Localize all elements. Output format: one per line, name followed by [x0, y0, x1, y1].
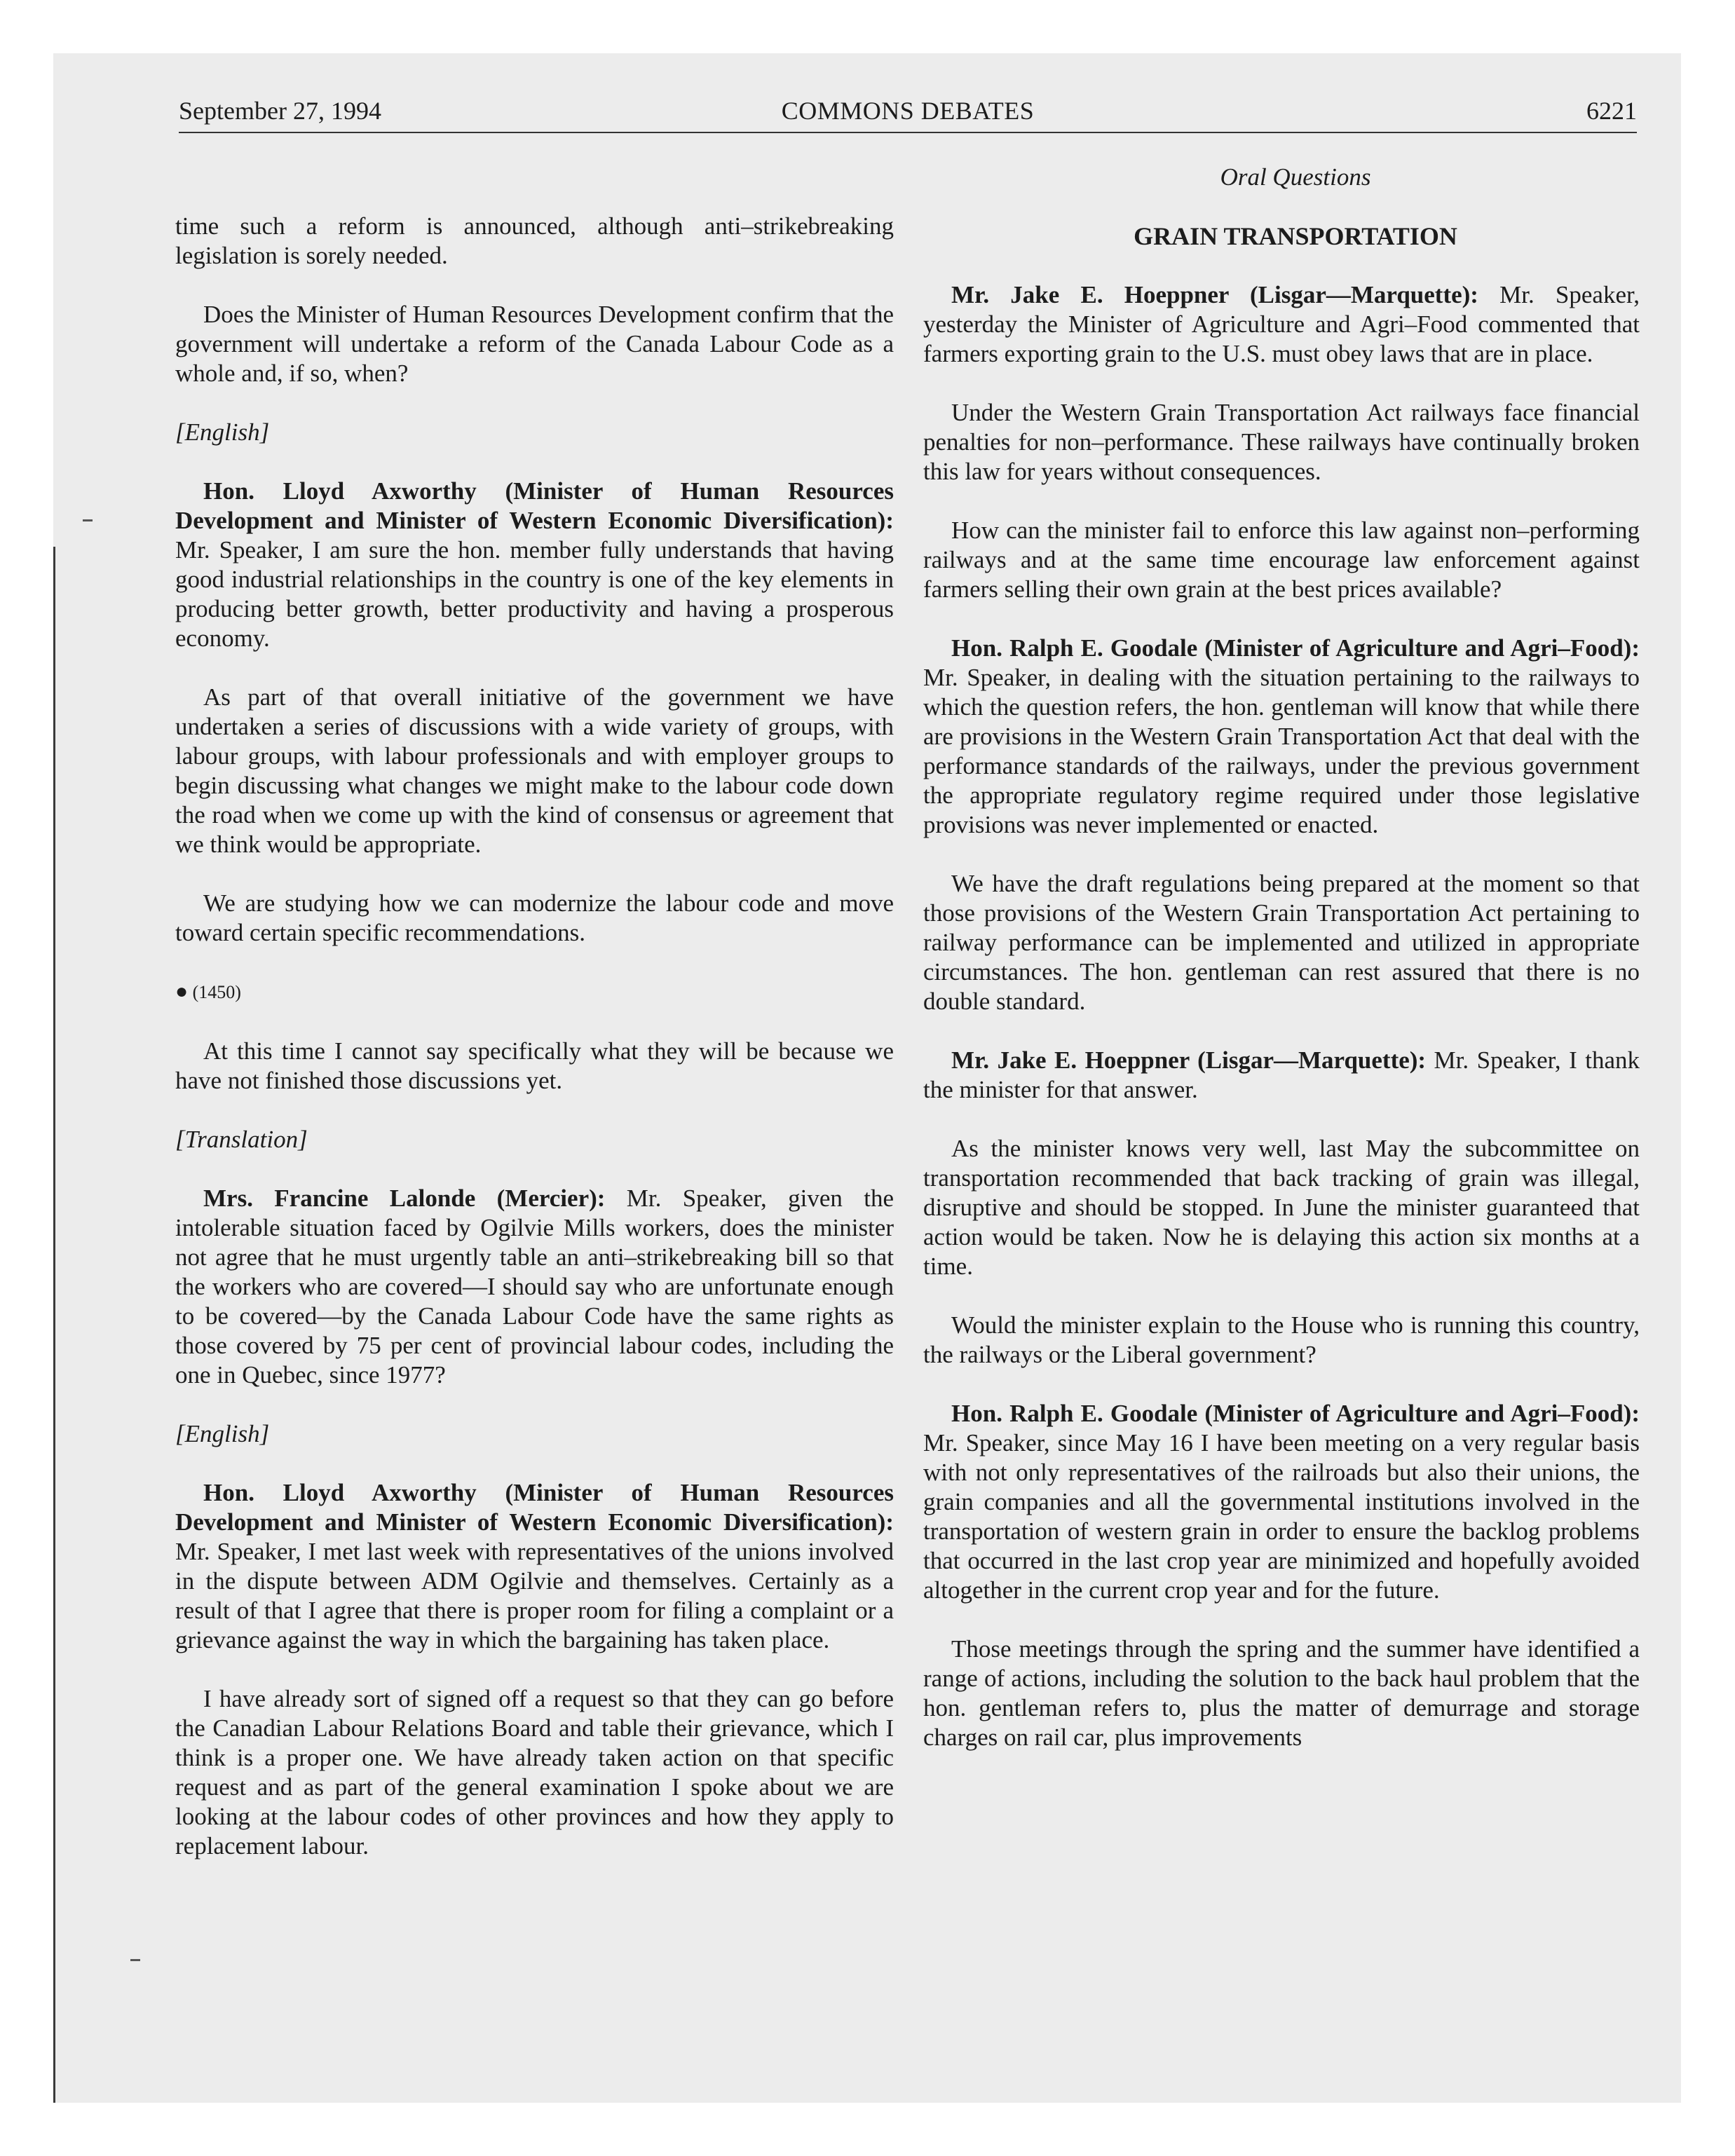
paragraph: We have the draft regulations being prepared at the moment so that those provisions of the Western Grain Transportation Act pertaining to railway performance can be implemented and utilized in appropriate circumstances. The hon. gentleman can rest assured that there is no double standard. [923, 870, 1640, 1015]
speech-text: Mr. Speaker, yesterday the Minister of Agriculture and Agri–Food commented that farmers exporting grain to the U.S. must obey laws that are in place. [923, 281, 1640, 367]
paragraph: I have already sort of signed off a request so that they can go before the Canadian Labour Relations Board and table their grievance, which I think is a proper one. We have already taken action on that specific request and as part of the general examination I spoke about we are looking at the labour codes of other provinces and how they apply to replacement labour. [175, 1685, 894, 1860]
margin-mark [130, 1959, 140, 1961]
bullet-icon: ● [175, 980, 189, 1003]
paragraph: Under the Western Grain Transportation Act railways face financial penalties for non–performance. These railways have continually broken this law for years without consequences. [923, 399, 1640, 485]
speech [175, 477, 894, 653]
time-marker-text: (1450) [192, 982, 241, 1002]
paragraph: As the minister knows very well, last May the subcommittee on transportation recommended that back tracking of grain was illegal, disruptive and should be stopped. In June the minister guaranteed that action would be taken. Now he is delaying this action six months at a time. [923, 1135, 1640, 1280]
section-heading: GRAIN TRANSPORTATION [1134, 222, 1457, 250]
speech [923, 634, 1640, 840]
left-column [175, 212, 894, 1890]
header-date: September 27, 1994 [179, 97, 381, 125]
speech-text: Mr. Speaker, in dealing with the situation pertaining to the railways to which the question refers, the hon. gentleman will know that while there are provisions in the Western Grain Transportation Act that deal with the performance standards of the railways, under the previous government the appropriate regulatory regime required under those legislative provisions was never implemented or enacted. [923, 664, 1640, 838]
header-page-number: 6221 [1586, 97, 1637, 125]
speech [923, 1046, 1640, 1105]
paragraph: Those meetings through the spring and the summer have identified a range of actions, including the solution to the back haul problem that the hon. gentleman refers to, plus the matter of demurrage and storage charges on rail car, plus improvements [923, 1635, 1640, 1751]
paragraph: As part of that overall initiative of the government we have undertaken a series of discussions with a wide variety of groups, with labour groups, with labour professionals and with employer groups to begin discussing what changes we might make to the labour code down the road when we come up with the kind of consensus or agreement that we think would be appropriate. [175, 683, 894, 858]
language-marker: [English] [175, 418, 270, 446]
speech-text: Mr. Speaker, I am sure the hon. member fully understands that having good industrial relationships in the country is one of the key elements in producing better growth, better productivity and having a prosperous economy. [175, 536, 894, 652]
paragraph: Does the Minister of Human Resources Development confirm that the government will undertake a reform of the Canada Labour Code as a whole and, if so, when? [175, 301, 894, 387]
speech [923, 280, 1640, 369]
paragraph: time such a reform is announced, although anti–strikebreaking legislation is sorely needed. [175, 212, 894, 269]
speech-text: Mr. Speaker, I thank the minister for that answer. [923, 1046, 1640, 1103]
speaker-name: Mr. Jake E. Hoeppner (Lisgar—Marquette): [951, 1046, 1427, 1074]
header-publication: COMMONS DEBATES [781, 97, 1035, 125]
section-subheading: Oral Questions [1220, 163, 1371, 191]
speech [175, 1478, 894, 1655]
language-marker: [English] [175, 1420, 270, 1447]
speech-text: Mr. Speaker, since May 16 I have been meeting on a very regular basis with not only representatives of the railroads but also their unions, the grain companies and all the governmental institutions involved in the transportation of western grain in order to ensure the backlog problems that occurred in the last crop year are minimized and hopefully avoided altogether in the current crop year and for the future. [923, 1429, 1640, 1604]
paragraph: How can the minister fail to enforce this law against non–performing railways and at the same time encourage law enforcement against farmers selling their own grain at the best prices available? [923, 517, 1640, 603]
margin-mark [83, 519, 93, 521]
right-column [923, 163, 1640, 1782]
time-marker [175, 977, 894, 1007]
speaker-name: Hon. Ralph E. Goodale (Minister of Agriculture and Agri–Food): [951, 1400, 1640, 1427]
paragraph: We are studying how we can modernize the labour code and move toward certain specific recommendations. [175, 889, 894, 946]
speaker-name: Mr. Jake E. Hoeppner (Lisgar—Marquette): [951, 281, 1478, 308]
speech-text: Mr. Speaker, I met last week with representatives of the unions involved in the dispute between ADM Ogilvie and themselves. Certainly as a result of that I agree that there is proper room for filing a complaint or a grievance against the way in which the bargaining has taken place. [175, 1538, 894, 1653]
binding-edge [53, 547, 55, 2103]
paragraph: Would the minister explain to the House who is running this country, the railways or the Liberal government? [923, 1311, 1640, 1368]
speaker-name: Hon. Lloyd Axworthy (Minister of Human Resources Development and Minister of Western Economic Diversification): [175, 477, 894, 534]
speech [923, 1399, 1640, 1605]
speaker-name: Hon. Lloyd Axworthy (Minister of Human Resources Development and Minister of Western Economic Diversification): [175, 1479, 894, 1536]
page-header [179, 90, 1637, 133]
speech-text: Mr. Speaker, given the intolerable situation faced by Ogilvie Mills workers, does the minister not agree that he must urgently table an anti–strikebreaking bill so that the workers who are covered—I should say who are unfortunate enough to be covered—by the Canada Labour Code have the same rights as those covered by 75 per cent of provincial labour codes, including the one in Quebec, since 1977? [175, 1185, 894, 1389]
speaker-name: Hon. Ralph E. Goodale (Minister of Agriculture and Agri–Food): [951, 634, 1640, 662]
speech [175, 1184, 894, 1390]
language-marker: [Translation] [175, 1126, 308, 1153]
speaker-name: Mrs. Francine Lalonde (Mercier): [203, 1185, 606, 1212]
paragraph: At this time I cannot say specifically what they will be because we have not finished those discussions yet. [175, 1037, 894, 1094]
